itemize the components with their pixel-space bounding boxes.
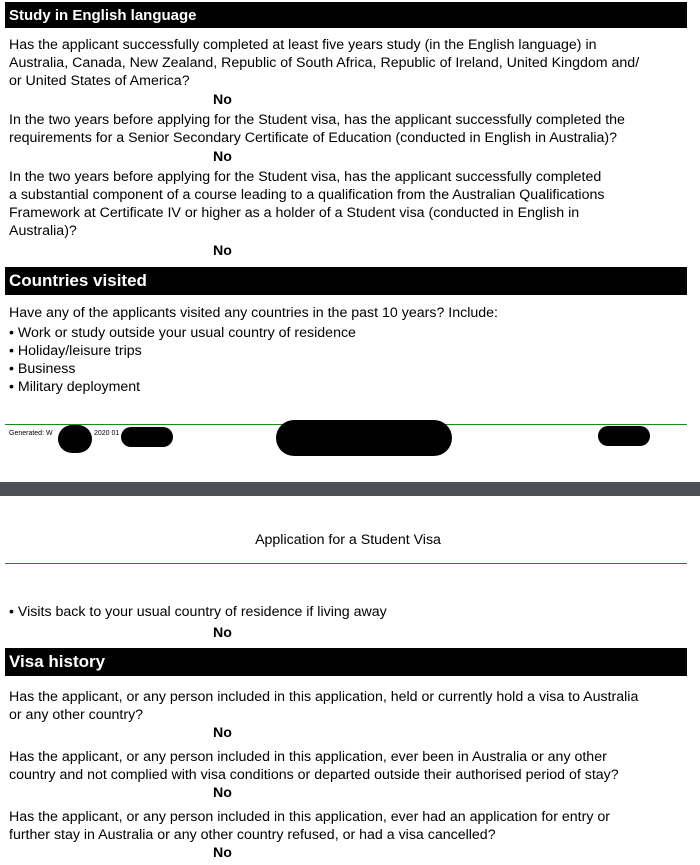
answer-value: No: [213, 785, 232, 801]
section-heading-visa-history: [5, 648, 687, 676]
section-heading-text: Study in English language: [9, 6, 197, 24]
redaction-mark: [58, 425, 92, 453]
section-heading-study-english: [5, 2, 687, 28]
answer-value: No: [213, 725, 232, 741]
question-text: Has the applicant successfully completed at least five years study (in the English language) in Australia, Canada, New Zealand, Republic of South Africa, Republic of Ireland, United Kingdom and/ or United States of America?: [9, 37, 640, 89]
page-break: [0, 482, 700, 496]
list-item: • Military deployment: [9, 379, 141, 395]
list-item: • Business: [9, 361, 76, 377]
generated-prefix: Generated: W: [9, 430, 53, 437]
answer-value: No: [213, 92, 232, 108]
answer-value: No: [213, 845, 232, 861]
answer-value: No: [213, 149, 232, 165]
redaction-mark: [121, 427, 173, 447]
list-item: • Visits back to your usual country of residence if living away: [9, 604, 387, 620]
question-text: Has the applicant, or any person included in this application, ever had an application for entry or further stay in Australia or any other country refused, or had a visa cancelled?: [9, 809, 610, 843]
question-text: Have any of the applicants visited any countries in the past 10 years? Include:: [9, 305, 498, 321]
question-text: In the two years before applying for the Student visa, has the applicant successfully completed the requirements for a Senior Secondary Certificate of Education (conducted in English in Australia)?: [9, 112, 625, 146]
redaction-mark: [598, 426, 650, 446]
question-text: In the two years before applying for the Student visa, has the applicant successfully completed a substantial component of a course leading to a qualification from the Australian Qualifications Framework at Certificate IV or higher as a holder of a Student visa (conducted in English in Australia)?: [9, 169, 605, 239]
footer-generated-label: [9, 430, 53, 437]
question-text: Has the applicant, or any person included in this application, ever been in Australia or any other country and not complied with visa conditions or departed outside their authorised period of stay?: [9, 749, 619, 783]
section-heading-countries-visited: [5, 267, 687, 295]
answer-value: No: [213, 243, 232, 259]
answer-value: No: [213, 625, 232, 641]
section-heading-text: Visa history: [9, 652, 106, 671]
page-header-title: Application for a Student Visa: [255, 532, 441, 548]
list-item: • Work or study outside your usual country of residence: [9, 325, 356, 341]
header-rule: [5, 563, 687, 564]
question-text: Has the applicant, or any person included in this application, held or currently hold a visa to Australia or any other country?: [9, 689, 639, 723]
list-item: • Holiday/leisure trips: [9, 343, 142, 359]
section-heading-text: Countries visited: [9, 271, 147, 290]
footer-generated-date: 2020 01: [94, 430, 120, 437]
redaction-mark: [276, 420, 452, 456]
